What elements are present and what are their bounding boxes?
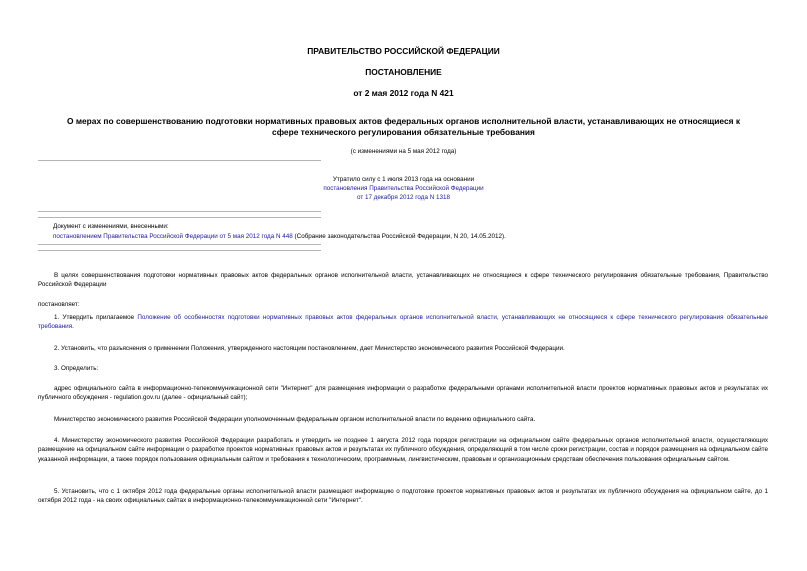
repeal-link-date[interactable]: от 17 декабря 2012 года N 1318 — [356, 194, 451, 202]
paragraph-5: 5. Установить, что с 1 октября 2012 года федеральные органы исполнительной власти размещают информацию о подготовке проектов нормативных правовых актов и результатах их публичного обсуждения на официальном сайте, до 1 октября 2012 года - на своих официальных сайтах в информационно-телекоммуникационной сети "Интернет". — [38, 488, 768, 505]
regulation-link[interactable]: Положение об особенностях подготовки нормативных правовых актов федеральных органов исполнительной власти, устанавливающих не относящиеся к сфере технического регулирования обязательные требования — [38, 314, 768, 331]
paragraph-3: 3. Определить: — [54, 365, 99, 372]
government-heading: ПРАВИТЕЛЬСТВО РОССИЙСКОЙ ФЕДЕРАЦИИ — [307, 46, 500, 56]
amendment-link[interactable]: постановлением Правительства Российской Федерации от 5 мая 2012 года N 448 — [53, 233, 293, 241]
status-block — [0, 175, 807, 203]
paragraph-2: 2. Установить, что разъяснения о применении Положения, утвержденного настоящим постановлением, дает Министерство экономического развития Российской Федерации. — [54, 345, 565, 352]
paragraph-3a: адрес официального сайта в информационно-телекоммуникационной сети "Интернет" для размещения информации о разработке федеральными органами исполнительной власти проектов нормативных правовых актов и результатах их публичного обсуждения - regulation.gov.ru (далее - официальный сайт); — [38, 385, 768, 402]
document-title — [0, 116, 807, 138]
divider — [38, 244, 321, 245]
document-date-number: от 2 мая 2012 года N 421 — [353, 88, 454, 98]
document-type: ПОСТАНОВЛЕНИЕ — [365, 67, 442, 77]
preamble-paragraph: В целях совершенствования подготовки нормативных правовых актов федеральных органов исполнительной власти, устанавливающих не относящиеся к сфере технического регулирования обязательные требования, Правительство Российской Федерации — [38, 272, 768, 289]
status-line: Утратило силу с 1 июля 2013 года на основании — [332, 176, 475, 183]
amendments-label: Документ с изменениями, внесенными: — [53, 223, 169, 230]
title-line-1: О мерах по совершенствованию подготовки нормативных правовых актов федеральных органов исполнительной власти, устанавливающих не относящиеся к — [66, 116, 741, 126]
divider — [38, 250, 321, 251]
paragraph-1-lead: 1. Утвердить прилагаемое — [54, 314, 138, 321]
amended-note: (с изменениями на 5 мая 2012 года) — [350, 148, 457, 155]
divider — [38, 211, 321, 212]
decides-line: постановляет: — [38, 301, 80, 308]
divider — [38, 217, 321, 218]
title-line-2: сфере технического регулирования обязательные требования — [272, 127, 535, 137]
paragraph-3b: Министерство экономического развития Российской Федерации уполномоченным федеральным органом исполнительной власти по ведению официального сайта. — [54, 416, 536, 423]
paragraph-1-tail: . — [72, 323, 74, 331]
paragraph-4: 4. Министерству экономического развития Российской Федерации разработать и утвердить не позднее 1 августа 2012 года порядок регистрации на официальном сайте федеральных органов исполнительной власти, осуществляющих размещение на официальном сайте информации о разработке проектов нормативных правовых актов и результатах их публичного обсуждения, определяющий в том числе сроки регистрации, состав и порядок размещения на официальном сайте указанной информации, а также порядок пользования официальным сайтом и требования к технологическим, программным, лингвистическим, правовым и организационным средствам обеспечения пользования официальным сайтом. — [38, 437, 768, 463]
divider — [38, 160, 321, 161]
repeal-link[interactable]: постановления Правительства Российской Федерации — [323, 185, 484, 193]
amendment-source: (Собрание законодательства Российской Федерации, N 20, 14.05.2012). — [292, 233, 506, 241]
paragraph-1 — [38, 313, 768, 332]
amendments-block — [53, 222, 768, 242]
